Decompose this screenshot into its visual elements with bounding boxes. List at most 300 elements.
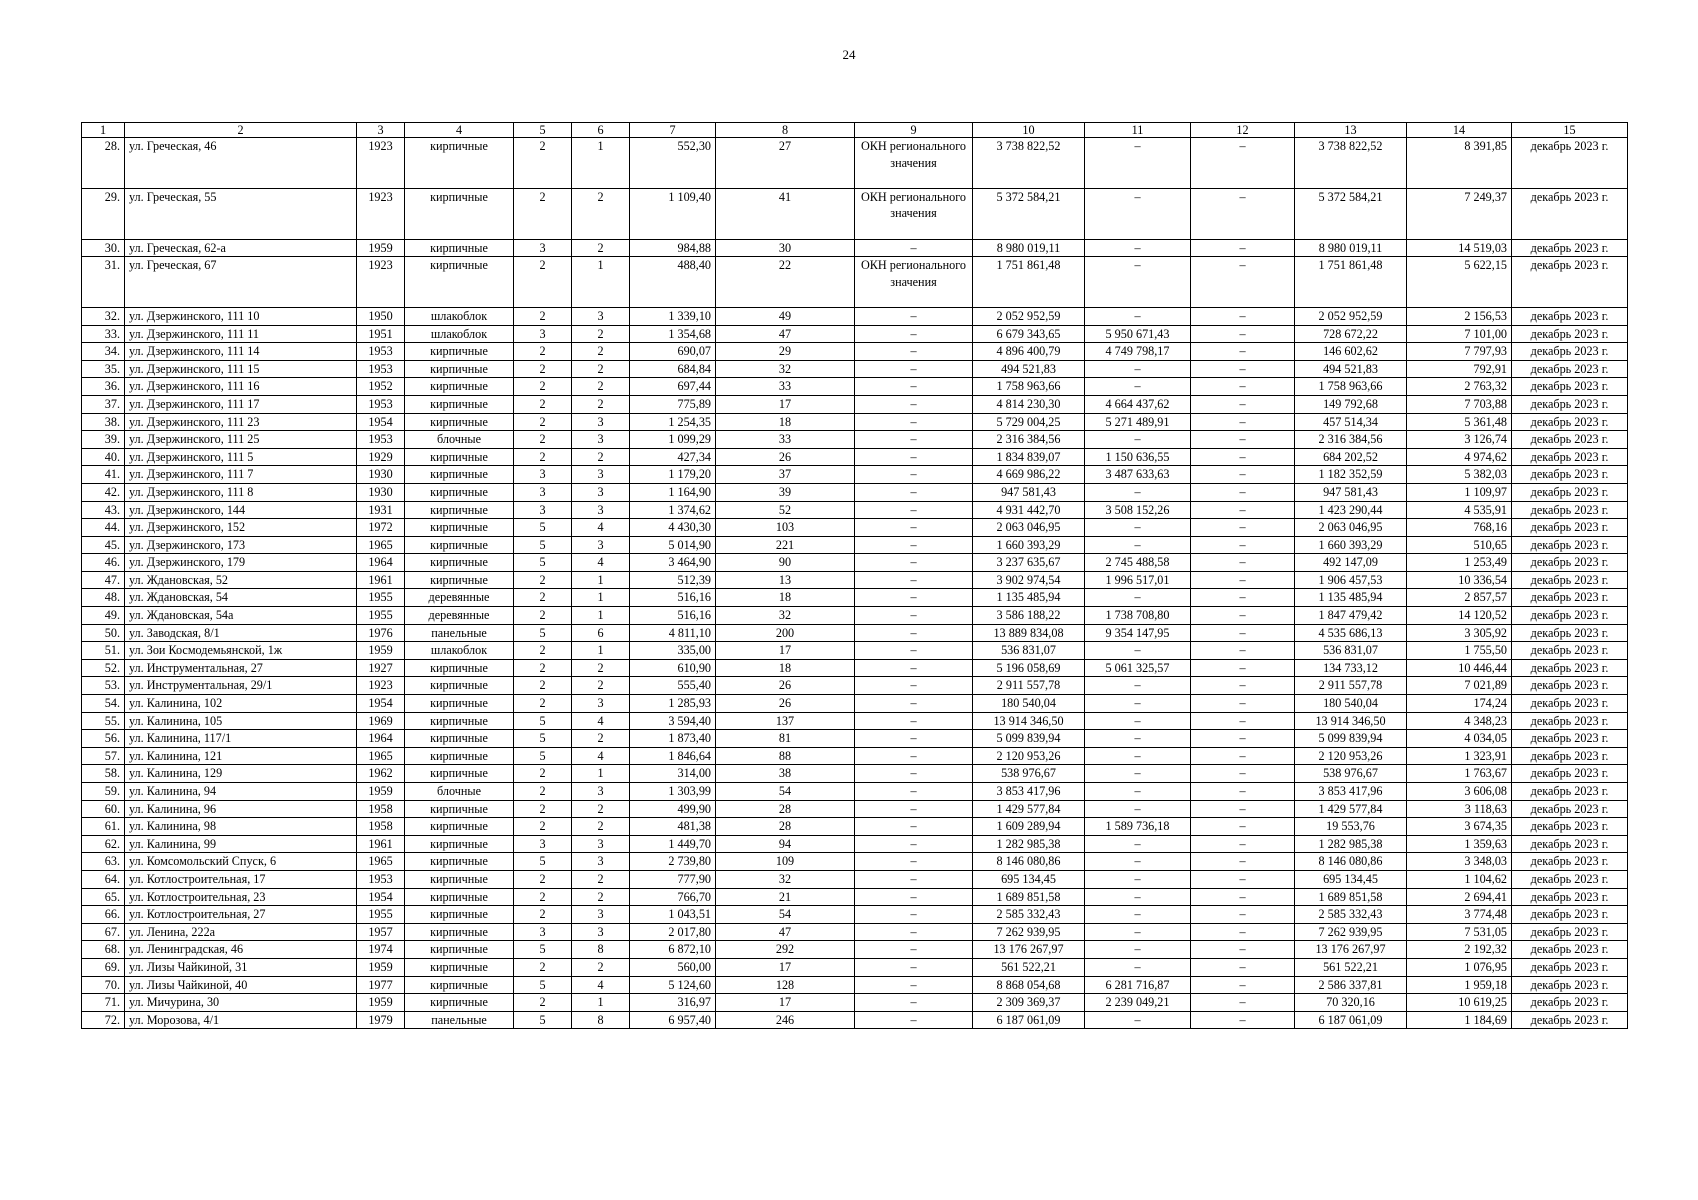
total-cost-cell: 538 976,67: [973, 765, 1085, 783]
wall-material-cell: кирпичные: [405, 571, 514, 589]
year-built-cell: 1923: [357, 138, 405, 189]
col-14-cell: 3 118,63: [1407, 800, 1512, 818]
entrances-cell: 1: [572, 765, 630, 783]
wall-material-cell: шлакоблок: [405, 642, 514, 660]
total-cost-cell: 695 134,45: [973, 870, 1085, 888]
year-built-cell: 1977: [357, 976, 405, 994]
area-cell: 1 254,35: [630, 413, 716, 431]
address-cell: ул. Дзержинского, 111 8: [125, 483, 357, 501]
year-built-cell: 1953: [357, 395, 405, 413]
entrances-cell: 1: [572, 642, 630, 660]
entrances-cell: 3: [572, 853, 630, 871]
total-cost-cell: 4 814 230,30: [973, 395, 1085, 413]
deadline-cell: декабрь 2023 г.: [1512, 448, 1628, 466]
col-12-cell: –: [1191, 712, 1295, 730]
row-number-cell: 52.: [82, 659, 125, 677]
table-row: [82, 958, 1628, 976]
area-cell: 5 014,90: [630, 536, 716, 554]
total-cost-cell: 5 196 058,69: [973, 659, 1085, 677]
deadline-cell: декабрь 2023 г.: [1512, 378, 1628, 396]
col-14-cell: 510,65: [1407, 536, 1512, 554]
floors-cell: 2: [514, 360, 572, 378]
area-cell: 690,07: [630, 343, 716, 361]
col-14-cell: 768,16: [1407, 519, 1512, 537]
deadline-cell: декабрь 2023 г.: [1512, 343, 1628, 361]
table-row: [82, 818, 1628, 836]
wall-material-cell: кирпичные: [405, 835, 514, 853]
row-number-cell: 72.: [82, 1011, 125, 1029]
col-13-cell: 1 689 851,58: [1295, 888, 1407, 906]
year-built-cell: 1974: [357, 941, 405, 959]
year-built-cell: 1955: [357, 607, 405, 625]
residents-cell: 246: [716, 1011, 855, 1029]
entrances-cell: 2: [572, 818, 630, 836]
year-built-cell: 1952: [357, 378, 405, 396]
residents-cell: 37: [716, 466, 855, 484]
heritage-status-cell: –: [855, 343, 973, 361]
entrances-cell: 8: [572, 1011, 630, 1029]
col-14-cell: 10 619,25: [1407, 994, 1512, 1012]
area-cell: 697,44: [630, 378, 716, 396]
col-13-cell: 1 135 485,94: [1295, 589, 1407, 607]
wall-material-cell: кирпичные: [405, 360, 514, 378]
total-cost-cell: 3 738 822,52: [973, 138, 1085, 189]
table-row: [82, 360, 1628, 378]
total-cost-cell: 8 980 019,11: [973, 239, 1085, 257]
total-cost-cell: 4 669 986,22: [973, 466, 1085, 484]
col-11-cell: 9 354 147,95: [1085, 624, 1191, 642]
col-11-cell: –: [1085, 870, 1191, 888]
area-cell: 1 303,99: [630, 783, 716, 801]
row-number-cell: 71.: [82, 994, 125, 1012]
floors-cell: 2: [514, 783, 572, 801]
col-14-cell: 1 104,62: [1407, 870, 1512, 888]
area-cell: 1 449,70: [630, 835, 716, 853]
col-14-cell: 5 382,03: [1407, 466, 1512, 484]
col-13-cell: 2 911 557,78: [1295, 677, 1407, 695]
col-12-cell: –: [1191, 589, 1295, 607]
residents-cell: 94: [716, 835, 855, 853]
heritage-status-cell: –: [855, 941, 973, 959]
year-built-cell: 1965: [357, 747, 405, 765]
row-number-cell: 29.: [82, 188, 125, 239]
col-11-cell: 5 950 671,43: [1085, 325, 1191, 343]
col-13-cell: 1 906 457,53: [1295, 571, 1407, 589]
residents-cell: 221: [716, 536, 855, 554]
floors-cell: 3: [514, 501, 572, 519]
col-11-cell: –: [1085, 536, 1191, 554]
header-cell: 4: [405, 123, 514, 138]
col-14-cell: 1 959,18: [1407, 976, 1512, 994]
area-cell: 481,38: [630, 818, 716, 836]
table-row: [82, 994, 1628, 1012]
total-cost-cell: 3 902 974,54: [973, 571, 1085, 589]
heritage-status-cell: –: [855, 378, 973, 396]
table-row: [82, 607, 1628, 625]
col-14-cell: 4 535,91: [1407, 501, 1512, 519]
heritage-status-cell: –: [855, 659, 973, 677]
col-11-cell: –: [1085, 1011, 1191, 1029]
address-cell: ул. Калинина, 98: [125, 818, 357, 836]
table-row: [82, 325, 1628, 343]
heritage-status-cell: –: [855, 783, 973, 801]
address-cell: ул. Инструментальная, 27: [125, 659, 357, 677]
row-number-cell: 46.: [82, 554, 125, 572]
entrances-cell: 2: [572, 395, 630, 413]
row-number-cell: 40.: [82, 448, 125, 466]
wall-material-cell: кирпичные: [405, 138, 514, 189]
address-cell: ул. Котлостроительная, 23: [125, 888, 357, 906]
row-number-cell: 54.: [82, 695, 125, 713]
table-row: [82, 941, 1628, 959]
address-cell: ул. Ленинградская, 46: [125, 941, 357, 959]
col-12-cell: –: [1191, 730, 1295, 748]
col-13-cell: 494 521,83: [1295, 360, 1407, 378]
row-number-cell: 41.: [82, 466, 125, 484]
col-13-cell: 7 262 939,95: [1295, 923, 1407, 941]
table-row: [82, 677, 1628, 695]
area-cell: 684,84: [630, 360, 716, 378]
year-built-cell: 1953: [357, 343, 405, 361]
area-cell: 3 464,90: [630, 554, 716, 572]
floors-cell: 2: [514, 395, 572, 413]
col-11-cell: 3 508 152,26: [1085, 501, 1191, 519]
total-cost-cell: 1 751 861,48: [973, 257, 1085, 308]
deadline-cell: декабрь 2023 г.: [1512, 466, 1628, 484]
table-row: [82, 571, 1628, 589]
area-cell: 4 430,30: [630, 519, 716, 537]
residents-cell: 17: [716, 642, 855, 660]
wall-material-cell: кирпичные: [405, 800, 514, 818]
col-12-cell: –: [1191, 395, 1295, 413]
residents-cell: 17: [716, 994, 855, 1012]
heritage-status-cell: –: [855, 976, 973, 994]
table-row: [82, 413, 1628, 431]
entrances-cell: 2: [572, 448, 630, 466]
wall-material-cell: кирпичные: [405, 239, 514, 257]
area-cell: 488,40: [630, 257, 716, 308]
col-12-cell: –: [1191, 343, 1295, 361]
deadline-cell: декабрь 2023 г.: [1512, 519, 1628, 537]
year-built-cell: 1954: [357, 888, 405, 906]
wall-material-cell: кирпичные: [405, 765, 514, 783]
col-11-cell: –: [1085, 712, 1191, 730]
heritage-status-cell: –: [855, 765, 973, 783]
col-14-cell: 1 763,67: [1407, 765, 1512, 783]
heritage-status-cell: –: [855, 870, 973, 888]
wall-material-cell: блочные: [405, 431, 514, 449]
col-13-cell: 3 738 822,52: [1295, 138, 1407, 189]
row-number-cell: 68.: [82, 941, 125, 959]
area-cell: 6 957,40: [630, 1011, 716, 1029]
col-12-cell: –: [1191, 994, 1295, 1012]
table-row: [82, 519, 1628, 537]
entrances-cell: 1: [572, 607, 630, 625]
area-cell: 1 179,20: [630, 466, 716, 484]
col-14-cell: 7 021,89: [1407, 677, 1512, 695]
col-11-cell: –: [1085, 360, 1191, 378]
col-11-cell: –: [1085, 941, 1191, 959]
heritage-status-cell: –: [855, 642, 973, 660]
header-cell: 14: [1407, 123, 1512, 138]
address-cell: ул. Калинина, 129: [125, 765, 357, 783]
area-cell: 3 594,40: [630, 712, 716, 730]
col-13-cell: 728 672,22: [1295, 325, 1407, 343]
wall-material-cell: кирпичные: [405, 188, 514, 239]
total-cost-cell: 1 689 851,58: [973, 888, 1085, 906]
row-number-cell: 64.: [82, 870, 125, 888]
col-11-cell: –: [1085, 906, 1191, 924]
heritage-status-cell: –: [855, 677, 973, 695]
col-14-cell: 7 531,05: [1407, 923, 1512, 941]
header-cell: 9: [855, 123, 973, 138]
row-number-cell: 61.: [82, 818, 125, 836]
col-11-cell: –: [1085, 257, 1191, 308]
row-number-cell: 57.: [82, 747, 125, 765]
col-14-cell: 1 755,50: [1407, 642, 1512, 660]
heritage-status-cell: –: [855, 413, 973, 431]
entrances-cell: 2: [572, 677, 630, 695]
col-11-cell: –: [1085, 747, 1191, 765]
header-cell: 7: [630, 123, 716, 138]
col-11-cell: 1 589 736,18: [1085, 818, 1191, 836]
year-built-cell: 1959: [357, 958, 405, 976]
header-cell: 6: [572, 123, 630, 138]
col-12-cell: –: [1191, 835, 1295, 853]
deadline-cell: декабрь 2023 г.: [1512, 307, 1628, 325]
row-number-cell: 56.: [82, 730, 125, 748]
year-built-cell: 1959: [357, 642, 405, 660]
table-row: [82, 536, 1628, 554]
address-cell: ул. Ленина, 222а: [125, 923, 357, 941]
table-row: [82, 188, 1628, 239]
col-11-cell: –: [1085, 642, 1191, 660]
deadline-cell: декабрь 2023 г.: [1512, 870, 1628, 888]
floors-cell: 5: [514, 747, 572, 765]
row-number-cell: 47.: [82, 571, 125, 589]
col-11-cell: –: [1085, 188, 1191, 239]
year-built-cell: 1951: [357, 325, 405, 343]
address-cell: ул. Дзержинского, 173: [125, 536, 357, 554]
total-cost-cell: 6 187 061,09: [973, 1011, 1085, 1029]
address-cell: ул. Инструментальная, 29/1: [125, 677, 357, 695]
entrances-cell: 2: [572, 958, 630, 976]
col-11-cell: –: [1085, 835, 1191, 853]
floors-cell: 5: [514, 712, 572, 730]
col-12-cell: –: [1191, 677, 1295, 695]
col-12-cell: –: [1191, 906, 1295, 924]
col-14-cell: 1 076,95: [1407, 958, 1512, 976]
floors-cell: 2: [514, 343, 572, 361]
col-14-cell: 7 797,93: [1407, 343, 1512, 361]
col-14-cell: 8 391,85: [1407, 138, 1512, 189]
residents-cell: 39: [716, 483, 855, 501]
col-11-cell: –: [1085, 239, 1191, 257]
entrances-cell: 2: [572, 325, 630, 343]
wall-material-cell: кирпичные: [405, 730, 514, 748]
col-12-cell: –: [1191, 257, 1295, 308]
year-built-cell: 1923: [357, 257, 405, 308]
address-cell: ул. Дзержинского, 111 17: [125, 395, 357, 413]
address-cell: ул. Греческая, 62-а: [125, 239, 357, 257]
col-13-cell: 1 182 352,59: [1295, 466, 1407, 484]
total-cost-cell: 5 372 584,21: [973, 188, 1085, 239]
entrances-cell: 3: [572, 413, 630, 431]
total-cost-cell: 13 914 346,50: [973, 712, 1085, 730]
col-11-cell: –: [1085, 483, 1191, 501]
col-14-cell: 7 703,88: [1407, 395, 1512, 413]
deadline-cell: декабрь 2023 г.: [1512, 853, 1628, 871]
col-14-cell: 3 606,08: [1407, 783, 1512, 801]
table-row: [82, 730, 1628, 748]
area-cell: 610,90: [630, 659, 716, 677]
col-12-cell: –: [1191, 554, 1295, 572]
residents-cell: 22: [716, 257, 855, 308]
address-cell: ул. Калинина, 102: [125, 695, 357, 713]
col-14-cell: 2 763,32: [1407, 378, 1512, 396]
col-12-cell: –: [1191, 519, 1295, 537]
address-cell: ул. Греческая, 46: [125, 138, 357, 189]
address-cell: ул. Дзержинского, 111 14: [125, 343, 357, 361]
deadline-cell: декабрь 2023 г.: [1512, 712, 1628, 730]
table-row: [82, 448, 1628, 466]
col-12-cell: –: [1191, 536, 1295, 554]
wall-material-cell: кирпичные: [405, 659, 514, 677]
heritage-status-cell: –: [855, 624, 973, 642]
total-cost-cell: 1 135 485,94: [973, 589, 1085, 607]
col-12-cell: –: [1191, 695, 1295, 713]
deadline-cell: декабрь 2023 г.: [1512, 695, 1628, 713]
row-number-cell: 34.: [82, 343, 125, 361]
residents-cell: 52: [716, 501, 855, 519]
residents-cell: 30: [716, 239, 855, 257]
row-number-cell: 63.: [82, 853, 125, 871]
residents-cell: 292: [716, 941, 855, 959]
area-cell: 984,88: [630, 239, 716, 257]
entrances-cell: 2: [572, 360, 630, 378]
floors-cell: 5: [514, 730, 572, 748]
col-12-cell: –: [1191, 138, 1295, 189]
col-12-cell: –: [1191, 307, 1295, 325]
entrances-cell: 3: [572, 536, 630, 554]
residents-cell: 32: [716, 607, 855, 625]
col-13-cell: 2 585 332,43: [1295, 906, 1407, 924]
row-number-cell: 67.: [82, 923, 125, 941]
address-cell: ул. Дзержинского, 111 15: [125, 360, 357, 378]
entrances-cell: 3: [572, 307, 630, 325]
entrances-cell: 6: [572, 624, 630, 642]
residents-cell: 28: [716, 800, 855, 818]
wall-material-cell: кирпичные: [405, 466, 514, 484]
deadline-cell: декабрь 2023 г.: [1512, 923, 1628, 941]
heritage-status-cell: –: [855, 958, 973, 976]
address-cell: ул. Дзержинского, 179: [125, 554, 357, 572]
year-built-cell: 1930: [357, 466, 405, 484]
col-13-cell: 1 751 861,48: [1295, 257, 1407, 308]
col-11-cell: –: [1085, 677, 1191, 695]
deadline-cell: декабрь 2023 г.: [1512, 941, 1628, 959]
col-14-cell: 14 120,52: [1407, 607, 1512, 625]
deadline-cell: декабрь 2023 г.: [1512, 747, 1628, 765]
col-11-cell: 2 239 049,21: [1085, 994, 1191, 1012]
entrances-cell: 2: [572, 888, 630, 906]
residents-cell: 26: [716, 677, 855, 695]
total-cost-cell: 180 540,04: [973, 695, 1085, 713]
address-cell: ул. Дзержинского, 152: [125, 519, 357, 537]
col-12-cell: –: [1191, 765, 1295, 783]
col-14-cell: 3 774,48: [1407, 906, 1512, 924]
col-12-cell: –: [1191, 976, 1295, 994]
deadline-cell: декабрь 2023 г.: [1512, 958, 1628, 976]
heritage-status-cell: –: [855, 431, 973, 449]
table-row: [82, 659, 1628, 677]
address-cell: ул. Лизы Чайкиной, 40: [125, 976, 357, 994]
total-cost-cell: 1 429 577,84: [973, 800, 1085, 818]
residents-cell: 17: [716, 958, 855, 976]
col-11-cell: 1 996 517,01: [1085, 571, 1191, 589]
total-cost-cell: 7 262 939,95: [973, 923, 1085, 941]
col-13-cell: 538 976,67: [1295, 765, 1407, 783]
total-cost-cell: 2 052 952,59: [973, 307, 1085, 325]
col-14-cell: 2 694,41: [1407, 888, 1512, 906]
col-12-cell: –: [1191, 378, 1295, 396]
area-cell: 314,00: [630, 765, 716, 783]
year-built-cell: 1959: [357, 783, 405, 801]
col-11-cell: –: [1085, 307, 1191, 325]
table-row: [82, 976, 1628, 994]
year-built-cell: 1923: [357, 188, 405, 239]
floors-cell: 2: [514, 765, 572, 783]
entrances-cell: 3: [572, 906, 630, 924]
col-14-cell: 1 109,97: [1407, 483, 1512, 501]
heritage-status-cell: –: [855, 747, 973, 765]
floors-cell: 2: [514, 994, 572, 1012]
header-cell: 12: [1191, 123, 1295, 138]
total-cost-cell: 5 729 004,25: [973, 413, 1085, 431]
col-13-cell: 13 176 267,97: [1295, 941, 1407, 959]
col-13-cell: 6 187 061,09: [1295, 1011, 1407, 1029]
col-12-cell: –: [1191, 431, 1295, 449]
area-cell: 335,00: [630, 642, 716, 660]
col-11-cell: –: [1085, 138, 1191, 189]
table-row: [82, 642, 1628, 660]
row-number-cell: 59.: [82, 783, 125, 801]
total-cost-cell: 1 609 289,94: [973, 818, 1085, 836]
heritage-status-cell: –: [855, 466, 973, 484]
col-12-cell: –: [1191, 483, 1295, 501]
row-number-cell: 32.: [82, 307, 125, 325]
deadline-cell: декабрь 2023 г.: [1512, 501, 1628, 519]
wall-material-cell: кирпичные: [405, 677, 514, 695]
deadline-cell: декабрь 2023 г.: [1512, 888, 1628, 906]
residents-cell: 90: [716, 554, 855, 572]
address-cell: ул. Ждановская, 54: [125, 589, 357, 607]
col-13-cell: 1 429 577,84: [1295, 800, 1407, 818]
col-12-cell: –: [1191, 448, 1295, 466]
table-row: [82, 307, 1628, 325]
total-cost-cell: 494 521,83: [973, 360, 1085, 378]
floors-cell: 5: [514, 1011, 572, 1029]
floors-cell: 2: [514, 695, 572, 713]
row-number-cell: 28.: [82, 138, 125, 189]
heritage-status-cell: –: [855, 730, 973, 748]
year-built-cell: 1959: [357, 239, 405, 257]
area-cell: 1 043,51: [630, 906, 716, 924]
total-cost-cell: 2 316 384,56: [973, 431, 1085, 449]
floors-cell: 5: [514, 554, 572, 572]
col-14-cell: 5 622,15: [1407, 257, 1512, 308]
year-built-cell: 1959: [357, 994, 405, 1012]
